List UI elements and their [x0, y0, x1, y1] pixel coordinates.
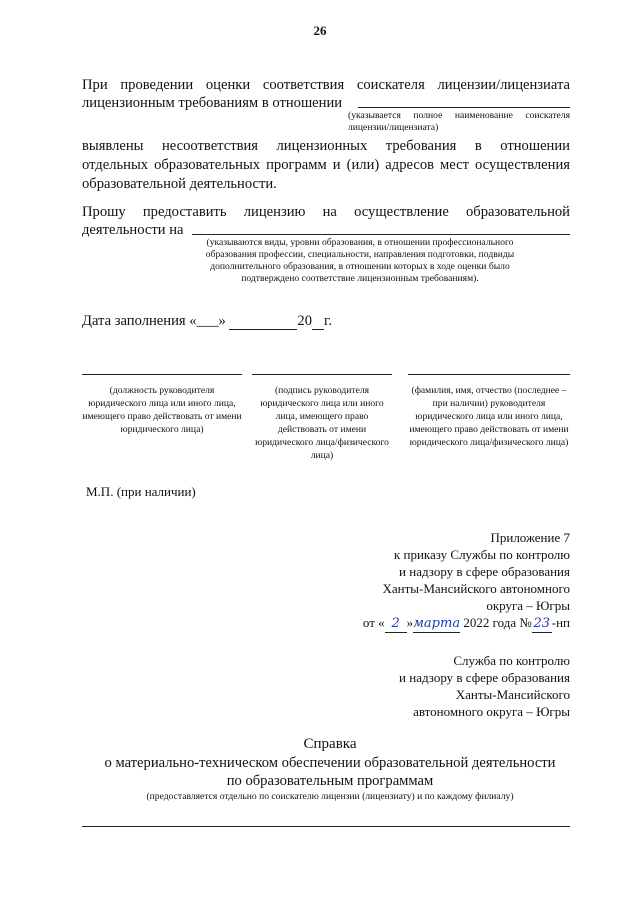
addressee-line-4: автономного округа – Югры: [413, 704, 570, 719]
certificate-subtitle-2: по образовательным программам: [226, 773, 434, 789]
date-fill-day: ___: [196, 313, 219, 329]
mismatch-line-1: выявлены несоответствия лицензионных требования в отношении: [82, 138, 570, 154]
organization-name-note-2: лицензии/лицензиата): [348, 122, 439, 133]
mismatch-line-2: отдельных образовательных программ и (или) адресов мест осуществления: [82, 157, 570, 173]
organization-fill-line: [82, 826, 570, 827]
assessment-line-1: При проведении оценки соответствия соискателя лицензии/лицензиата: [82, 77, 570, 93]
signature-caption-fullname: (фамилия, имя, отчество (последнее – при наличии) руководителя юридического лица или иного лица, имеющего право действовать от имени юридического лица/физического лица): [409, 385, 569, 448]
addressee-line-2: и надзору в сфере образования: [399, 670, 570, 685]
date-fill-month-blank: [229, 310, 297, 330]
date-fill-row: [82, 312, 332, 332]
license-scope-note-2: образования профессии, специальности, направления подготовки, подвиды: [205, 249, 515, 260]
mismatch-line-3: образовательной деятельности.: [82, 176, 277, 192]
license-scope-line: [192, 234, 570, 235]
appendix-year-text: 2022 года №: [463, 615, 532, 630]
request-line-1: Прошу предоставить лицензию на осуществление образовательной: [82, 204, 570, 220]
appendix-line-2: к приказу Службы по контролю: [393, 547, 570, 562]
license-scope-note-3: дополнительного образования, в отношении которых в ходе оценки было: [210, 261, 510, 272]
signature-caption-position: (должность руководителя юридического лица или иного лица, имеющего право действовать от имени юридического лица): [82, 385, 242, 435]
appendix-from: от «: [362, 615, 385, 630]
date-fill-label: Дата заполнения «: [82, 313, 197, 329]
seal-note: М.П. (при наличии): [86, 484, 196, 499]
appendix-line-3: и надзору в сфере образования: [399, 564, 570, 579]
appendix-line-4: Ханты-Мансийского автономного: [382, 581, 570, 596]
addressee-line-1: Служба по контролю: [453, 653, 570, 668]
signature-line-fullname: [408, 374, 570, 375]
date-fill-year-blank: [312, 310, 324, 330]
organization-name-line: [358, 107, 570, 108]
signature-line-signature: [252, 374, 392, 375]
appendix-block: [330, 529, 570, 633]
certificate-note: (предоставляется отдельно по соискателю лицензии (лицензиату) и по каждому филиалу): [146, 791, 514, 802]
appendix-number: 23: [533, 616, 551, 631]
license-scope-note-1: (указываются виды, уровни образования, в отношении профессионального: [206, 237, 514, 248]
date-fill-year-suffix: г.: [324, 313, 332, 329]
appendix-line-5: округа – Югры: [486, 598, 570, 613]
organization-name-note-1: (указывается полное наименование соискателя: [348, 110, 570, 121]
license-scope-note-4: подтверждено соответствие лицензионным требованиям).: [241, 273, 479, 284]
assessment-line-2: лицензионным требованиям в отношении: [82, 95, 343, 111]
addressee-line-3: Ханты-Мансийского: [455, 687, 570, 702]
appendix-day: 2: [385, 615, 407, 633]
page-number: 26: [313, 23, 327, 38]
certificate-title: Справка: [303, 736, 357, 752]
appendix-suffix: -нп: [551, 615, 570, 630]
signature-caption-signature: (подпись руководителя юридического лица или иного лица, имеющего право действовать от имени юридического лица/физического лица): [255, 385, 389, 461]
appendix-date-row: [330, 614, 570, 633]
date-fill-year-prefix: 20: [297, 313, 312, 329]
appendix-month: марта: [413, 616, 461, 631]
date-fill-close-quote: »: [218, 313, 226, 329]
request-line-2: деятельности на: [82, 222, 184, 238]
certificate-subtitle-1: о материально-техническом обеспечении образовательной деятельности: [104, 755, 556, 771]
appendix-close-quote: »: [406, 615, 414, 630]
signature-line-position: [82, 374, 242, 375]
appendix-line-1: Приложение 7: [490, 530, 570, 545]
addressee-block: [330, 652, 570, 720]
